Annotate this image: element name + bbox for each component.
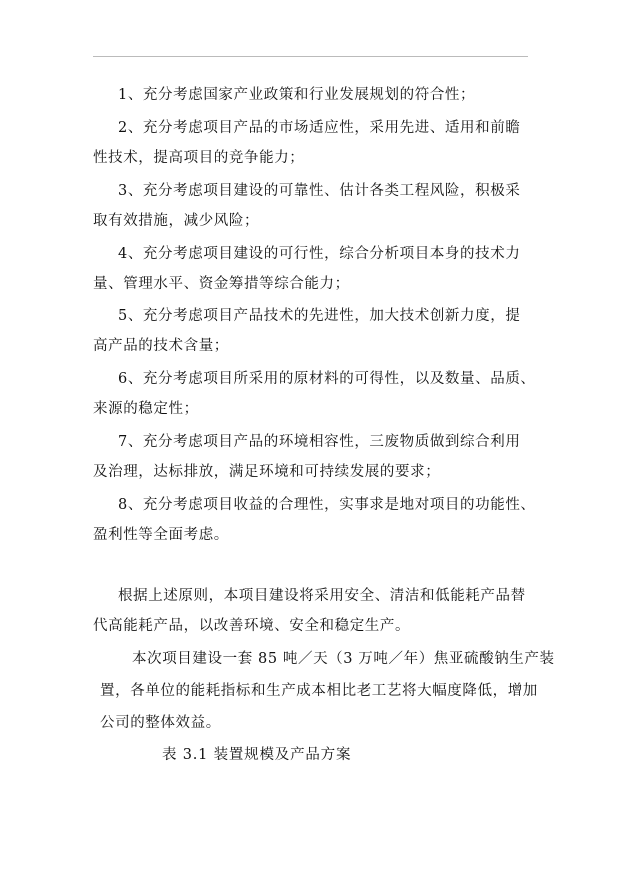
item-2-line-1: 2、充分考虑项目产品的市场适应性，采用先进、适用和前瞻 [118, 120, 521, 136]
paragraph-2-line-2: 置，各单位的能耗指标和生产成本相比老工艺将大幅度降低，增加 [100, 683, 538, 699]
paragraph-1-line-1: 根据上述原则，本项目建设将采用安全、清洁和低能耗产品替 [118, 588, 526, 604]
table-caption: 表 3.1 装置规模及产品方案 [162, 747, 352, 763]
item-3-line-1: 3、充分考虑项目建设的可靠性、估计各类工程风险，积极采 [118, 183, 521, 199]
item-8-line-2: 盈利性等全面考虑。 [93, 527, 229, 543]
item-3-line-2: 取有效措施，减少风险； [93, 213, 260, 229]
header-rule [93, 56, 528, 57]
item-5-line-2: 高产品的技术含量； [93, 338, 229, 354]
item-1-line-1: 1、充分考虑国家产业政策和行业发展规划的符合性； [118, 87, 476, 103]
item-4-line-2: 量、管理水平、资金筹措等综合能力； [93, 276, 350, 292]
item-7-line-1: 7、充分考虑项目产品的环境相容性，三废物质做到综合利用 [118, 434, 521, 450]
item-6-line-1: 6、充分考虑项目所采用的原材料的可得性，以及数量、品质、 [118, 371, 536, 387]
item-7-line-2: 及治理，达标排放，满足环境和可持续发展的要求； [93, 464, 441, 480]
item-2-line-2: 性技术，提高项目的竞争能力； [93, 150, 305, 166]
paragraph-1-line-2: 代高能耗产品，以改善环境、安全和稳定生产。 [93, 618, 411, 634]
item-6-line-2: 来源的稳定性； [93, 401, 199, 417]
paragraph-2-line-1: 本次项目建设一套 85 吨／天（3 万吨／年）焦亚硫酸钠生产装 [132, 651, 555, 667]
item-8-line-1: 8、充分考虑项目收益的合理性，实事求是地对项目的功能性、 [118, 497, 536, 513]
paragraph-2-line-3: 公司的整体效益。 [100, 715, 221, 731]
item-5-line-1: 5、充分考虑项目产品技术的先进性，加大技术创新力度，提 [118, 308, 521, 324]
item-4-line-1: 4、充分考虑项目建设的可行性，综合分析项目本身的技术力 [118, 246, 521, 262]
